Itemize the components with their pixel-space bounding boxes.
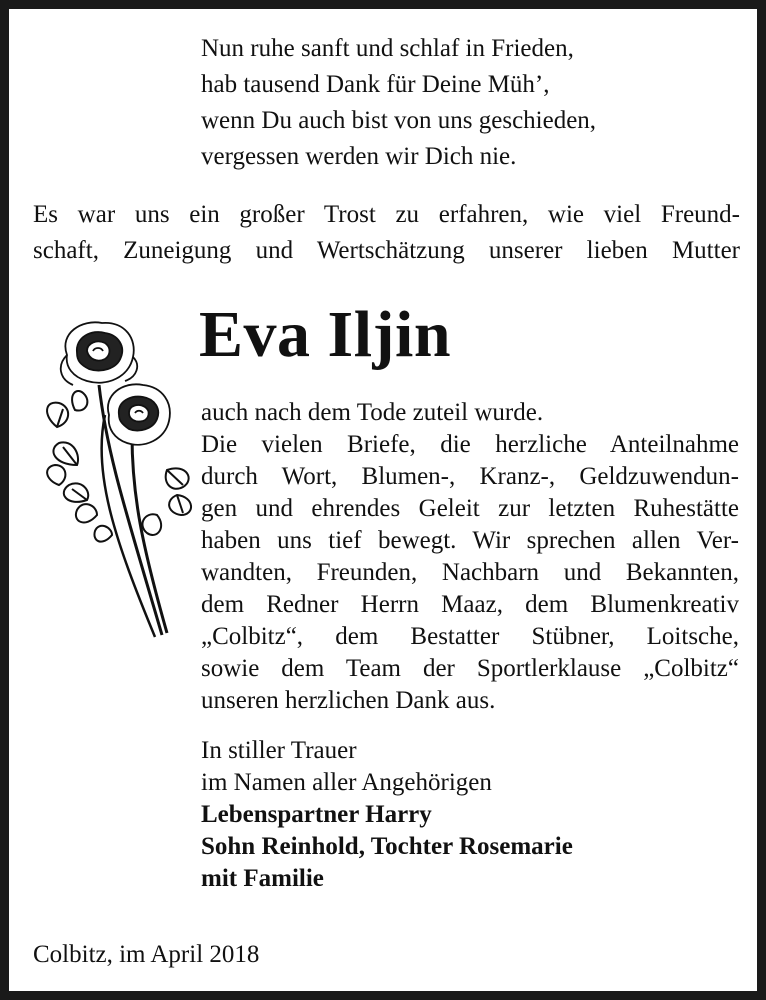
signature-line: In stiller Trauer [201,737,357,764]
body-line: durch Wort, Blumen-, Kranz-, Geldzuwendun- [201,463,739,490]
signature-name: Lebenspartner Harry [201,801,432,828]
body-line: „Colbitz“, dem Bestatter Stübner, Loitsche, [201,623,739,650]
intro-line: Es war uns ein großer Trost zu erfahren, wie viel Freund- [33,201,740,228]
signature-name: mit Familie [201,865,324,892]
body-line: unseren herzlichen Dank aus. [201,687,496,714]
body-line: wandten, Freunden, Nachbarn und Bekannten, [201,559,739,586]
intro-text [33,197,740,269]
poem-line: vergessen werden wir Dich nie. [201,143,517,170]
body-line: dem Redner Herrn Maaz, dem Blumenkreativ [201,591,739,618]
body-line: gen und ehrendes Geleit zur letzten Ruhestätte [201,495,739,522]
poem-line: wenn Du auch bist von uns geschieden, [201,107,597,134]
body-line: sowie dem Team der Sportlerklause „Colbitz“ [201,655,739,682]
poem [201,31,596,175]
signature-block [201,735,573,895]
body-line: auch nach dem Tode zuteil wurde. [201,399,544,426]
body-line: haben uns tief bewegt. Wir sprechen allen Ver- [201,527,739,554]
body-text [201,397,739,717]
intro-line: schaft, Zuneigung und Wertschätzung unserer lieben Mutter [33,237,740,264]
body-line: Die vielen Briefe, die herzliche Anteilnahme [201,431,739,458]
signature-line: im Namen aller Angehörigen [201,769,492,796]
roses-icon [37,315,197,645]
signature-name: Sohn Reinhold, Tochter Rosemarie [201,833,573,860]
poem-line: hab tausend Dank für Deine Müh’, [201,71,550,98]
place-date: Colbitz, im April 2018 [33,941,260,968]
deceased-name: Eva Iljin [199,298,452,371]
poem-line: Nun ruhe sanft und schlaf in Frieden, [201,35,574,62]
